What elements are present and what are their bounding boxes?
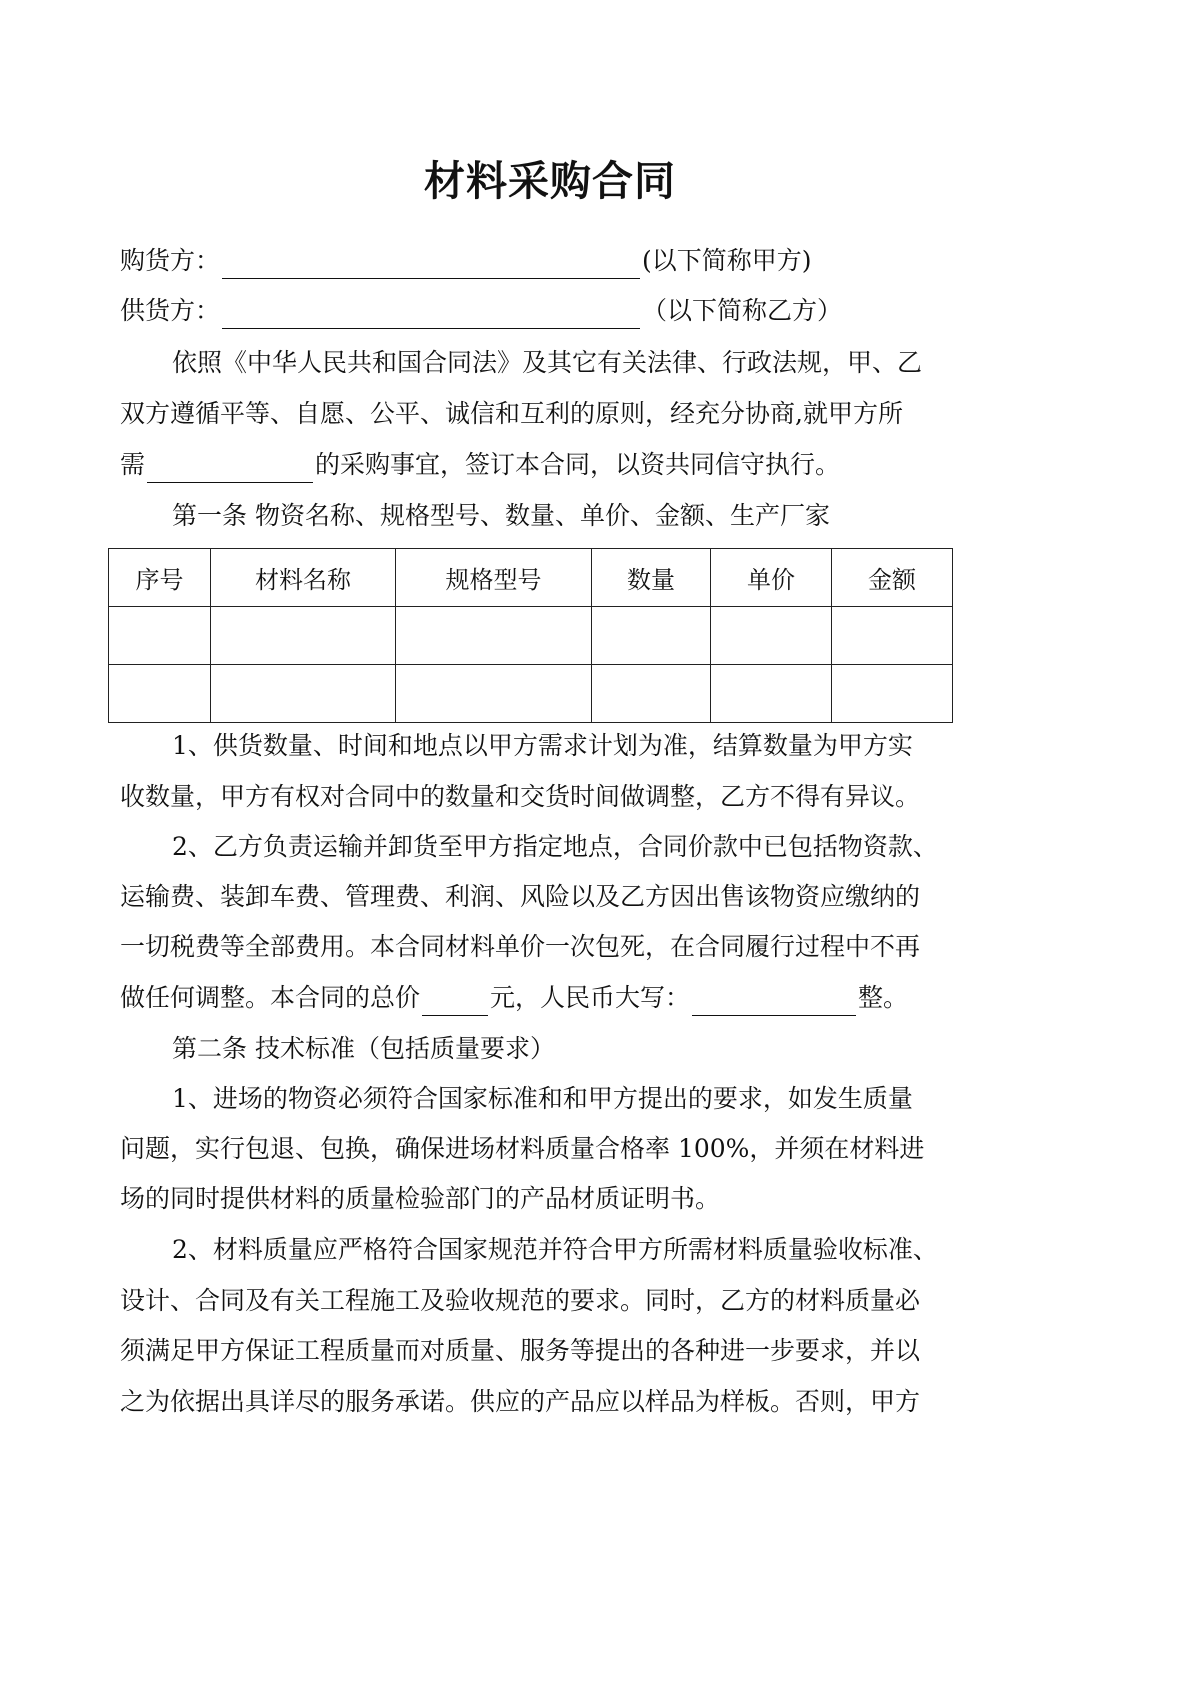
a2-clause1-line-3: 场的同时提供材料的质量检验部门的产品材质证明书。 <box>120 1184 721 1213</box>
a2-clause2-line-4: 之为依据出具详尽的服务承诺。供应的产品应以样品为样板。否则，甲方 <box>120 1387 921 1416</box>
table-cell <box>396 607 592 665</box>
buyer-suffix: (以下简称甲方) <box>642 246 812 275</box>
rmb-uppercase-blank <box>692 987 856 1016</box>
table-cell <box>396 665 592 723</box>
table-cell <box>211 607 396 665</box>
header-unit-price: 单价 <box>711 549 832 607</box>
a1-clause2-line-1: 2、乙方负责运输并卸货至甲方指定地点，合同价款中已包括物资款、 <box>172 832 938 861</box>
total-suffix: 整。 <box>858 983 909 1012</box>
total-price-blank <box>422 987 488 1016</box>
table-cell <box>109 607 211 665</box>
intro-line-3 <box>120 447 840 483</box>
table-cell <box>832 665 953 723</box>
buyer-line <box>120 243 812 279</box>
buyer-blank <box>222 250 640 279</box>
a2-clause2-line-2: 设计、合同及有关工程施工及验收规范的要求。同时，乙方的材料质量必 <box>120 1286 921 1315</box>
a1-clause2-line-2: 运输费、装卸车费、管理费、利润、风险以及乙方因出售该物资应缴纳的 <box>120 882 921 911</box>
table-row <box>109 665 953 723</box>
table-cell <box>711 665 832 723</box>
total-price-label: 做任何调整。本合同的总价 <box>120 983 421 1012</box>
supplier-label: 供货方： <box>120 296 221 325</box>
table-cell <box>109 665 211 723</box>
a2-clause2-line-1: 2、材料质量应严格符合国家规范并符合甲方所需材料质量验收标准、 <box>172 1235 938 1264</box>
intro-line-2: 双方遵循平等、自愿、公平、诚信和互利的原则，经充分协商,就甲方所 <box>120 399 903 428</box>
header-amount: 金额 <box>832 549 953 607</box>
a2-clause1-line-2: 问题，实行包退、包换，确保进场材料质量合格率 100%，并须在材料进 <box>120 1134 925 1163</box>
header-quantity: 数量 <box>592 549 711 607</box>
a1-clause1-line-1: 1、供货数量、时间和地点以甲方需求计划为准，结算数量为甲方实 <box>172 731 913 760</box>
supplier-blank <box>222 300 640 329</box>
supplier-suffix: （以下简称乙方） <box>642 296 843 325</box>
table-cell <box>592 607 711 665</box>
intro-line-3-prefix: 需 <box>120 450 146 479</box>
a1-clause2-line-4 <box>120 980 908 1016</box>
table-cell <box>211 665 396 723</box>
supplier-line <box>120 293 842 329</box>
rmb-uppercase-label: 元，人民币大写： <box>490 983 691 1012</box>
article-2-heading: 第二条 技术标准（包括质量要求） <box>172 1034 555 1063</box>
header-spec-model: 规格型号 <box>396 549 592 607</box>
table-cell <box>711 607 832 665</box>
table-header-row <box>109 549 953 607</box>
header-serial: 序号 <box>109 549 211 607</box>
a2-clause2-line-3: 须满足甲方保证工程质量而对质量、服务等提出的各种进一步要求，并以 <box>120 1336 921 1365</box>
a1-clause1-line-2: 收数量，甲方有权对合同中的数量和交货时间做调整，乙方不得有异议。 <box>120 782 921 811</box>
header-material-name: 材料名称 <box>211 549 396 607</box>
table-cell <box>832 607 953 665</box>
a1-clause2-line-3: 一切税费等全部费用。本合同材料单价一次包死，在合同履行过程中不再 <box>120 932 921 961</box>
intro-line-3-suffix: 的采购事宜，签订本合同，以资共同信守执行。 <box>315 450 841 479</box>
page-title: 材料采购合同 <box>424 157 676 205</box>
article-1-heading: 第一条 物资名称、规格型号、数量、单价、金额、生产厂家 <box>172 501 830 530</box>
buyer-label: 购货方： <box>120 246 221 275</box>
table-row <box>109 607 953 665</box>
a2-clause1-line-1: 1、进场的物资必须符合国家标准和和甲方提出的要求，如发生质量 <box>172 1084 913 1113</box>
intro-line-1: 依照《中华人民共和国合同法》及其它有关法律、行政法规，甲、乙 <box>172 348 923 377</box>
materials-table <box>108 548 953 723</box>
table-cell <box>592 665 711 723</box>
material-blank <box>147 454 313 483</box>
